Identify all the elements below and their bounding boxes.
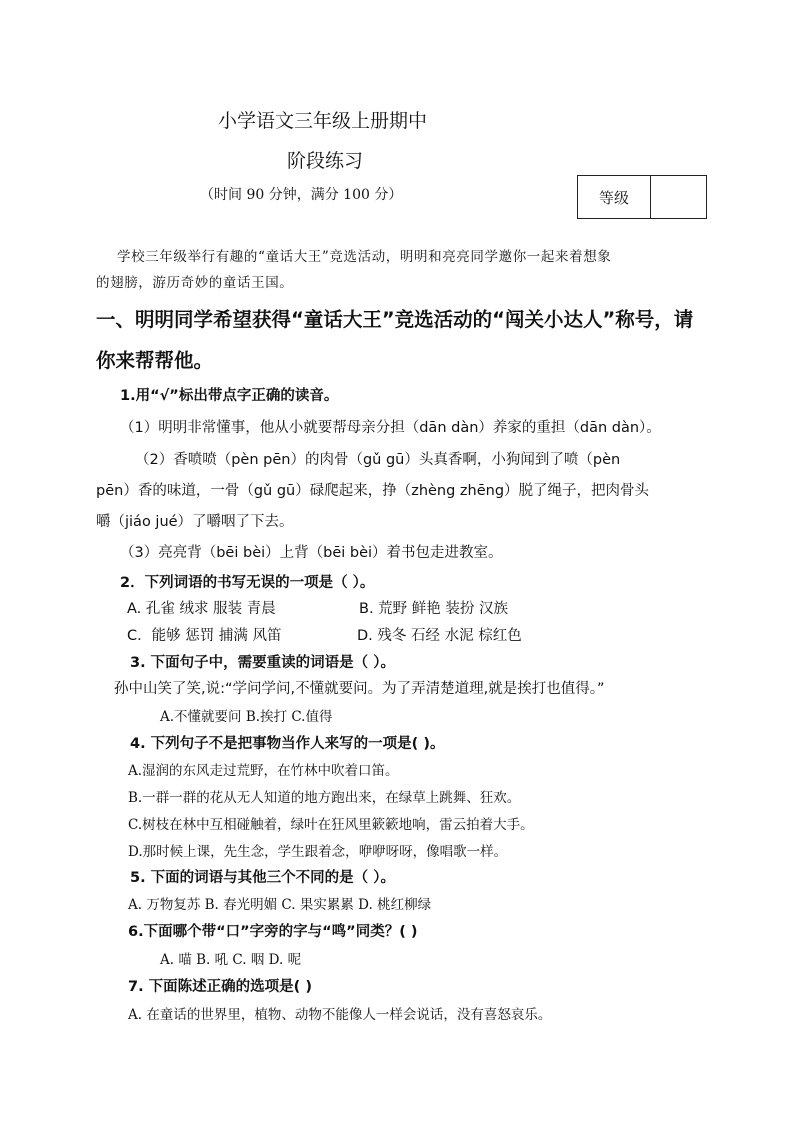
grade-box — [577, 175, 707, 219]
q2-option-b[interactable]: B. 荒野 鲜艳 装扮 汉族 — [359, 601, 508, 617]
q7-stem: 7. 下面陈述正确的选项是( ) — [128, 979, 312, 995]
q3-stem: 3. 下面句子中，需要重读的词语是（ ）。 — [130, 655, 395, 671]
q7-option-a[interactable]: A. 在童话的世界里，植物、动物不能像人一样会说话，没有喜怒哀乐。 — [128, 1007, 552, 1023]
q4-stem: 4. 下列句子不是把事物当作人来写的一项是( )。 — [130, 736, 445, 752]
section-title-line2: 你来帮帮他。 — [96, 349, 214, 372]
q6-stem: 6.下面哪个带“口”字旁的字与“鸣”同类？( ) — [128, 924, 418, 940]
q3-sentence: 孙中山笑了笑,说:“学问学问,不懂就要问。为了弄清楚道理,就是挨打也值得。” — [114, 681, 605, 697]
q4-option-b[interactable]: B.一群一群的花从无人知道的地方跑出来，在绿草上跳舞、狂欢。 — [128, 790, 521, 806]
q3-options[interactable]: A.不懂就要问 B.挨打 C.值得 — [160, 709, 333, 725]
exam-title-line2: 阶段练习 — [287, 150, 364, 172]
q2-option-a[interactable]: A. 孔雀 绒求 服装 青晨 — [127, 601, 276, 617]
q1-sentence-1: （1）明明非常懂事，他从小就要帮母亲分担（dān dàn）养家的重担（dān dàn）。 — [120, 420, 661, 436]
grade-value-field[interactable] — [651, 176, 706, 218]
q1-sentence-2a: （2）香喷喷（pèn pēn）的肉骨（gǔ gū）头真香啊，小狗闻到了喷（pèn — [135, 452, 621, 468]
intro-line1: 学校三年级举行有趣的“童话大王”竞选活动，明明和亮亮同学邀你一起来着想象 — [117, 249, 612, 265]
q2-stem: 2．下列词语的书写无误的一项是（ ）。 — [120, 575, 375, 591]
q5-stem: 5. 下面的词语与其他三个不同的是（ ）。 — [130, 870, 395, 886]
intro-line2: 的翅膀，游历奇妙的童话王国。 — [96, 275, 294, 291]
exam-subtitle: （时间 90 分钟，满分 100 分） — [200, 187, 403, 203]
q2-option-d[interactable]: D. 残冬 石经 水泥 棕红色 — [357, 628, 522, 644]
q1-stem: 1.用“√”标出带点字正确的读音。 — [120, 388, 339, 404]
q4-option-d[interactable]: D.那时候上课，先生念，学生跟着念，咿咿呀呀，像唱歌一样。 — [128, 844, 508, 860]
section-title-line1: 一、明明同学希望获得“童话大王”竞选活动的“闯关小达人”称号，请 — [96, 308, 694, 331]
q6-options[interactable]: A. 喵 B. 吼 C. 咽 D. 呢 — [160, 952, 302, 968]
q4-option-c[interactable]: C.树枝在林中互相碰触着，绿叶在狂风里簌簌地响，雷云拍着大手。 — [128, 817, 534, 833]
q5-options[interactable]: A. 万物复苏 B. 春光明媚 C. 果实累累 D. 桃红柳绿 — [128, 897, 432, 913]
q4-option-a[interactable]: A.湿润的东风走过荒野，在竹林中吹着口笛。 — [128, 763, 399, 779]
q1-sentence-2c: 嚼（jiáo jué）了嚼咽了下去。 — [96, 514, 294, 530]
grade-label: 等级 — [578, 176, 651, 218]
q1-sentence-3: （3）亮亮背（bēi bèi）上背（bēi bèi）着书包走进教室。 — [120, 545, 503, 561]
q2-option-c[interactable]: C．能够 惩罚 捕满 风笛 — [127, 628, 282, 644]
exam-title-line1: 小学语文三年级上册期中 — [218, 110, 428, 132]
q1-sentence-2b: pēn）香的味道，一骨（gǔ gū）碌爬起来，挣（zhèng zhēng）脱了绳子，把肉骨头 — [96, 483, 650, 499]
